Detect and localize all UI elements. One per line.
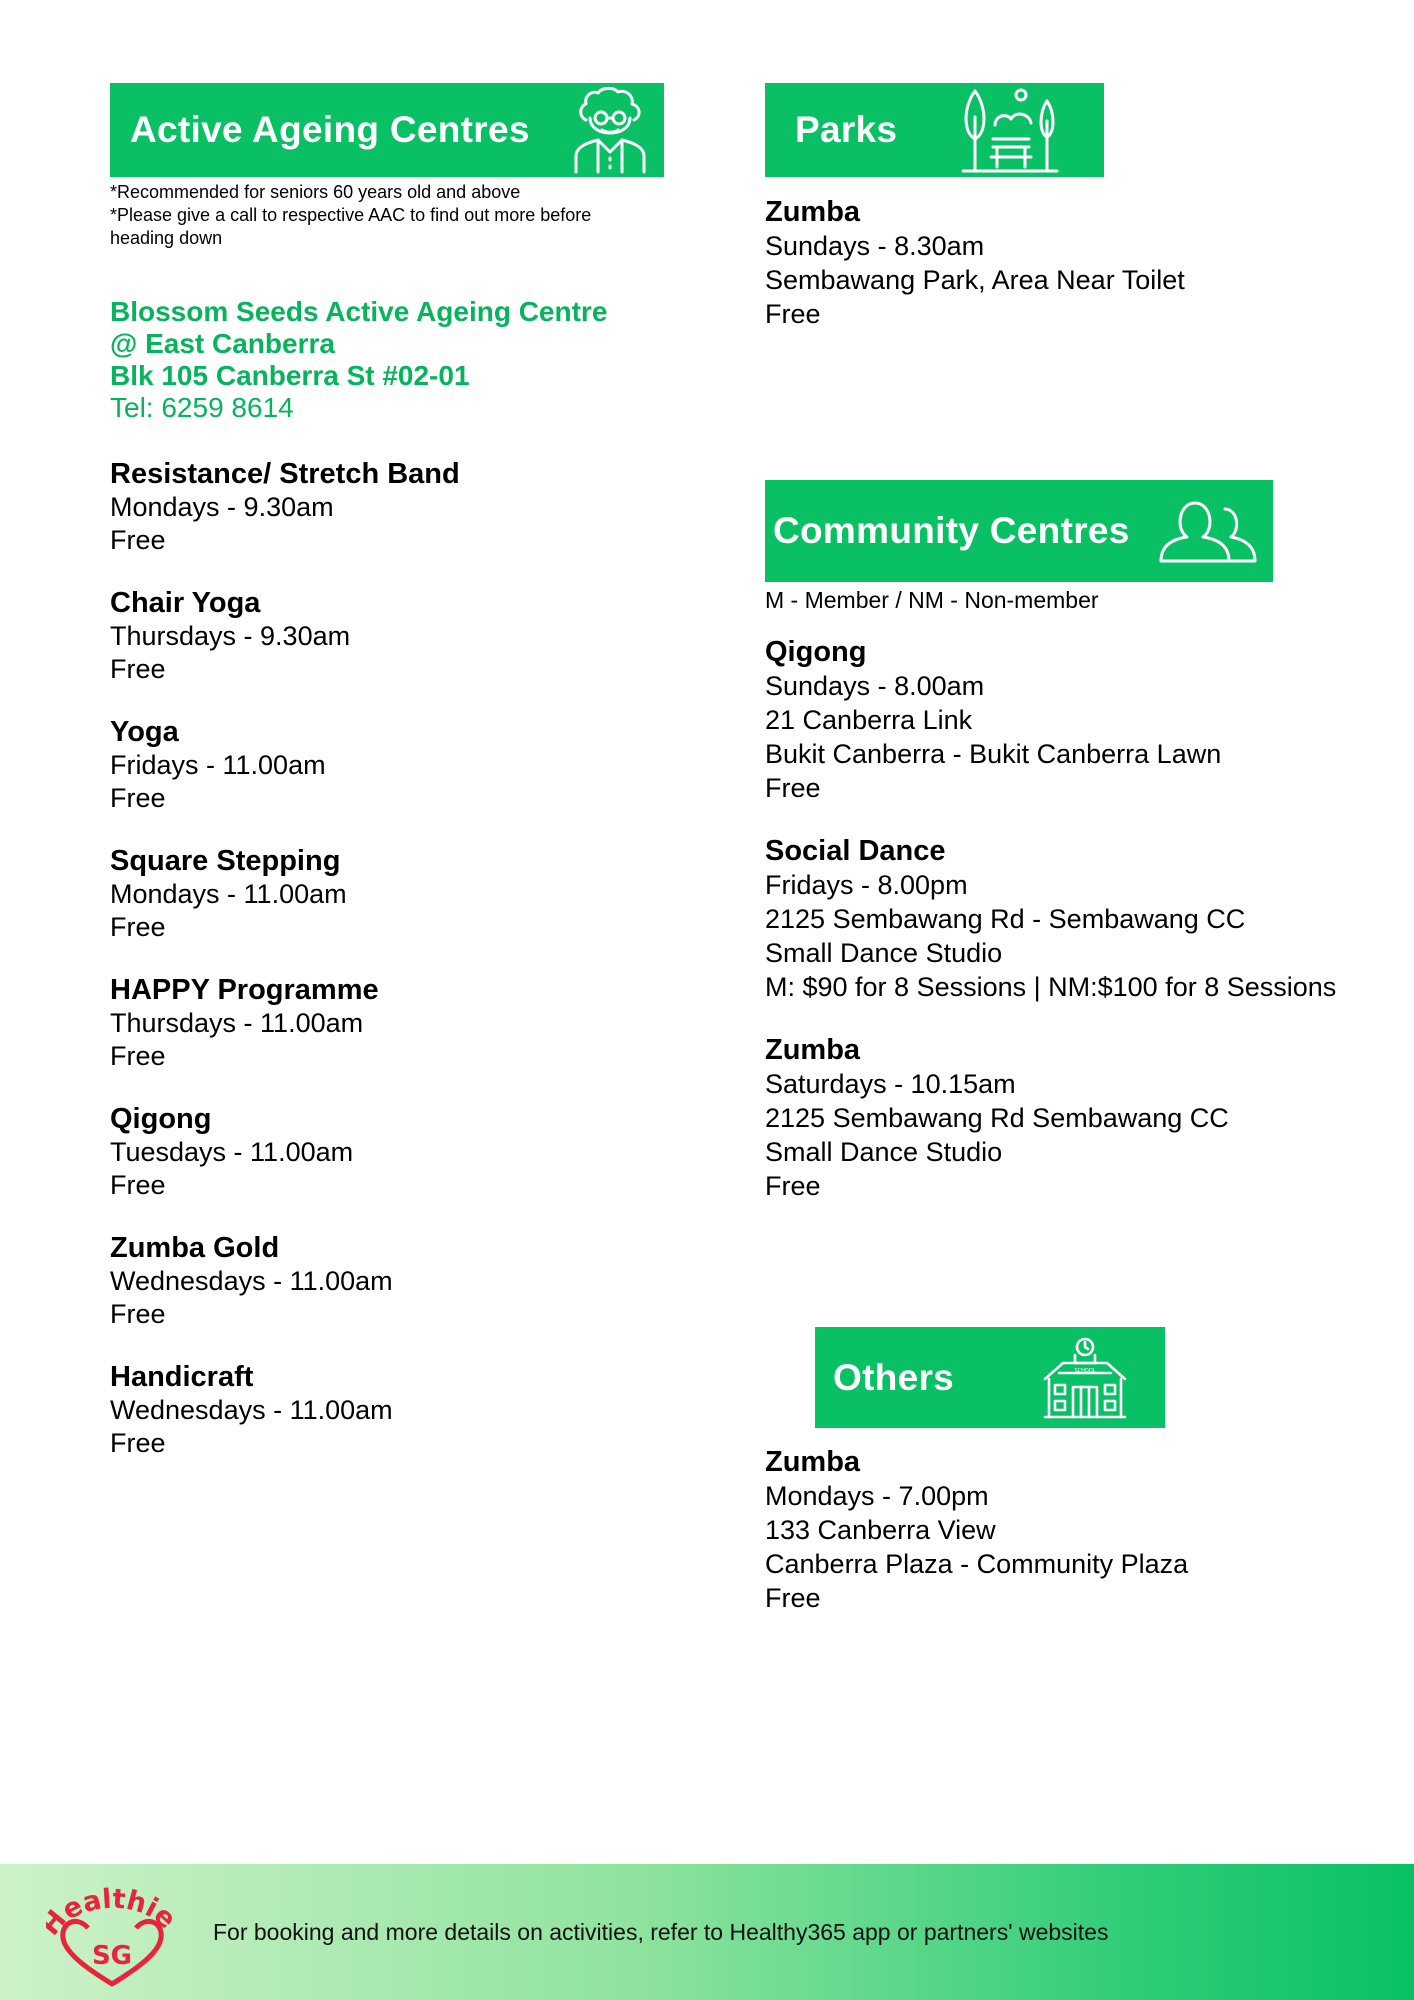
activity-price: Free	[765, 1171, 821, 1201]
activity-schedule: Mondays - 7.00pm	[765, 1481, 989, 1511]
activity-name: Zumba	[765, 1446, 861, 1478]
centre-tel: Tel: 6259 8614	[110, 392, 294, 423]
school-building-icon	[1043, 1335, 1127, 1421]
activity-schedule: Thursdays - 11.00am	[110, 1008, 364, 1038]
activity-price: Free	[765, 299, 821, 329]
activity-schedule: Tuesdays - 11.00am	[110, 1137, 354, 1167]
community-title: Community Centres	[773, 510, 1130, 551]
centre-address: Blk 105 Canberra St #02-01	[110, 360, 470, 391]
activity-price: Free	[765, 1583, 821, 1613]
activity-item	[765, 196, 1405, 331]
logo-text: ealthi	[57, 1884, 163, 1927]
footer-text: For booking and more details on activities, refer to Healthy365 app or partners' websites	[213, 1919, 1109, 1945]
activity-item	[765, 636, 1405, 805]
aac-note-line: *Please give a call to respective AAC to find out more before	[110, 205, 592, 225]
aac-centre-info	[110, 296, 690, 424]
parks-activity-list	[765, 196, 1405, 361]
activity-schedule: Fridays - 8.00pm	[765, 870, 968, 900]
activity-name: Square Stepping	[110, 845, 341, 877]
activity-price: Free	[110, 1041, 166, 1071]
parks-banner	[765, 83, 1104, 177]
activity-item	[110, 1232, 750, 1331]
activity-location: Sembawang Park, Area Near Toilet	[765, 265, 1185, 295]
activity-item	[110, 458, 750, 557]
centre-name-line1: Blossom Seeds Active Ageing Centre	[110, 296, 608, 327]
centre-name-line2: @ East Canberra	[110, 328, 335, 359]
elderly-person-icon	[572, 86, 648, 174]
activity-price: Free	[110, 525, 166, 555]
activity-name: Yoga	[110, 716, 179, 748]
activity-price: M: $90 for 8 Sessions | NM:$100 for 8 Sessions	[765, 972, 1337, 1002]
activity-location: Small Dance Studio	[765, 938, 1003, 968]
community-note: M - Member / NM - Non-member	[765, 587, 1099, 613]
activity-price: Free	[110, 912, 166, 942]
healthier-sg-logo	[46, 1884, 176, 1997]
community-activity-list	[765, 636, 1405, 1233]
aac-title: Active Ageing Centres	[130, 109, 530, 150]
activity-schedule: Thursdays - 9.30am	[110, 621, 351, 651]
svg-text:SCHOOL: SCHOOL	[1074, 1367, 1096, 1374]
activity-name: Qigong	[110, 1103, 212, 1135]
activity-item	[110, 587, 750, 686]
footer	[0, 1864, 1414, 2000]
community-banner	[765, 480, 1273, 582]
activity-address: 2125 Sembawang Rd Sembawang CC	[765, 1103, 1229, 1133]
others-title: Others	[833, 1356, 955, 1398]
activity-location: Small Dance Studio	[765, 1137, 1003, 1167]
activity-address: 2125 Sembawang Rd - Sembawang CC	[765, 904, 1246, 934]
activity-name: Resistance/ Stretch Band	[110, 458, 460, 490]
aac-banner	[110, 83, 664, 177]
activity-name: HAPPY Programme	[110, 974, 379, 1006]
svg-text:Healthier	[46, 1884, 176, 1941]
activity-schedule: Sundays - 8.30am	[765, 231, 985, 261]
activity-name: Qigong	[765, 636, 867, 668]
activity-address: 133 Canberra View	[765, 1515, 996, 1545]
activity-schedule: Saturdays - 10.15am	[765, 1069, 1016, 1099]
logo-sub-text: SG	[91, 1941, 133, 1971]
activity-item	[110, 1361, 750, 1460]
activity-price: Free	[110, 1428, 166, 1458]
activity-schedule: Wednesdays - 11.00am	[110, 1266, 393, 1296]
activity-price: Free	[110, 654, 166, 684]
activity-name: Social Dance	[765, 835, 946, 867]
others-activity-list	[765, 1446, 1405, 1645]
activity-item	[110, 974, 750, 1073]
activity-location: Bukit Canberra - Bukit Canberra Lawn	[765, 739, 1222, 769]
activity-item	[765, 1034, 1405, 1203]
activity-price: Free	[110, 1299, 166, 1329]
activity-item	[765, 1446, 1405, 1615]
activity-schedule: Sundays - 8.00am	[765, 671, 985, 701]
activity-schedule: Mondays - 9.30am	[110, 492, 334, 522]
activity-item	[110, 1103, 750, 1202]
activity-name: Zumba	[765, 1034, 861, 1066]
activity-item	[110, 716, 750, 815]
activity-item	[765, 835, 1405, 1004]
activity-schedule: Wednesdays - 11.00am	[110, 1395, 393, 1425]
activity-name: Zumba Gold	[110, 1232, 280, 1264]
activity-name: Chair Yoga	[110, 587, 261, 619]
activity-schedule: Mondays - 11.00am	[110, 879, 347, 909]
aac-note-line: heading down	[110, 228, 223, 248]
activity-address: 21 Canberra Link	[765, 705, 973, 735]
activity-item	[110, 845, 750, 944]
activity-location: Canberra Plaza - Community Plaza	[765, 1549, 1189, 1579]
park-trees-bench-icon	[961, 87, 1059, 173]
activity-price: Free	[765, 773, 821, 803]
others-banner	[815, 1327, 1165, 1428]
aac-activity-list	[110, 458, 750, 1490]
activity-price: Free	[110, 783, 166, 813]
aac-note-line: *Recommended for seniors 60 years old and above	[110, 182, 521, 202]
activity-price: Free	[110, 1170, 166, 1200]
people-group-icon	[1157, 499, 1259, 563]
activity-name: Handicraft	[110, 1361, 254, 1393]
parks-title: Parks	[795, 109, 898, 150]
activity-schedule: Fridays - 11.00am	[110, 750, 326, 780]
aac-notes	[110, 181, 690, 250]
activity-name: Zumba	[765, 196, 861, 228]
